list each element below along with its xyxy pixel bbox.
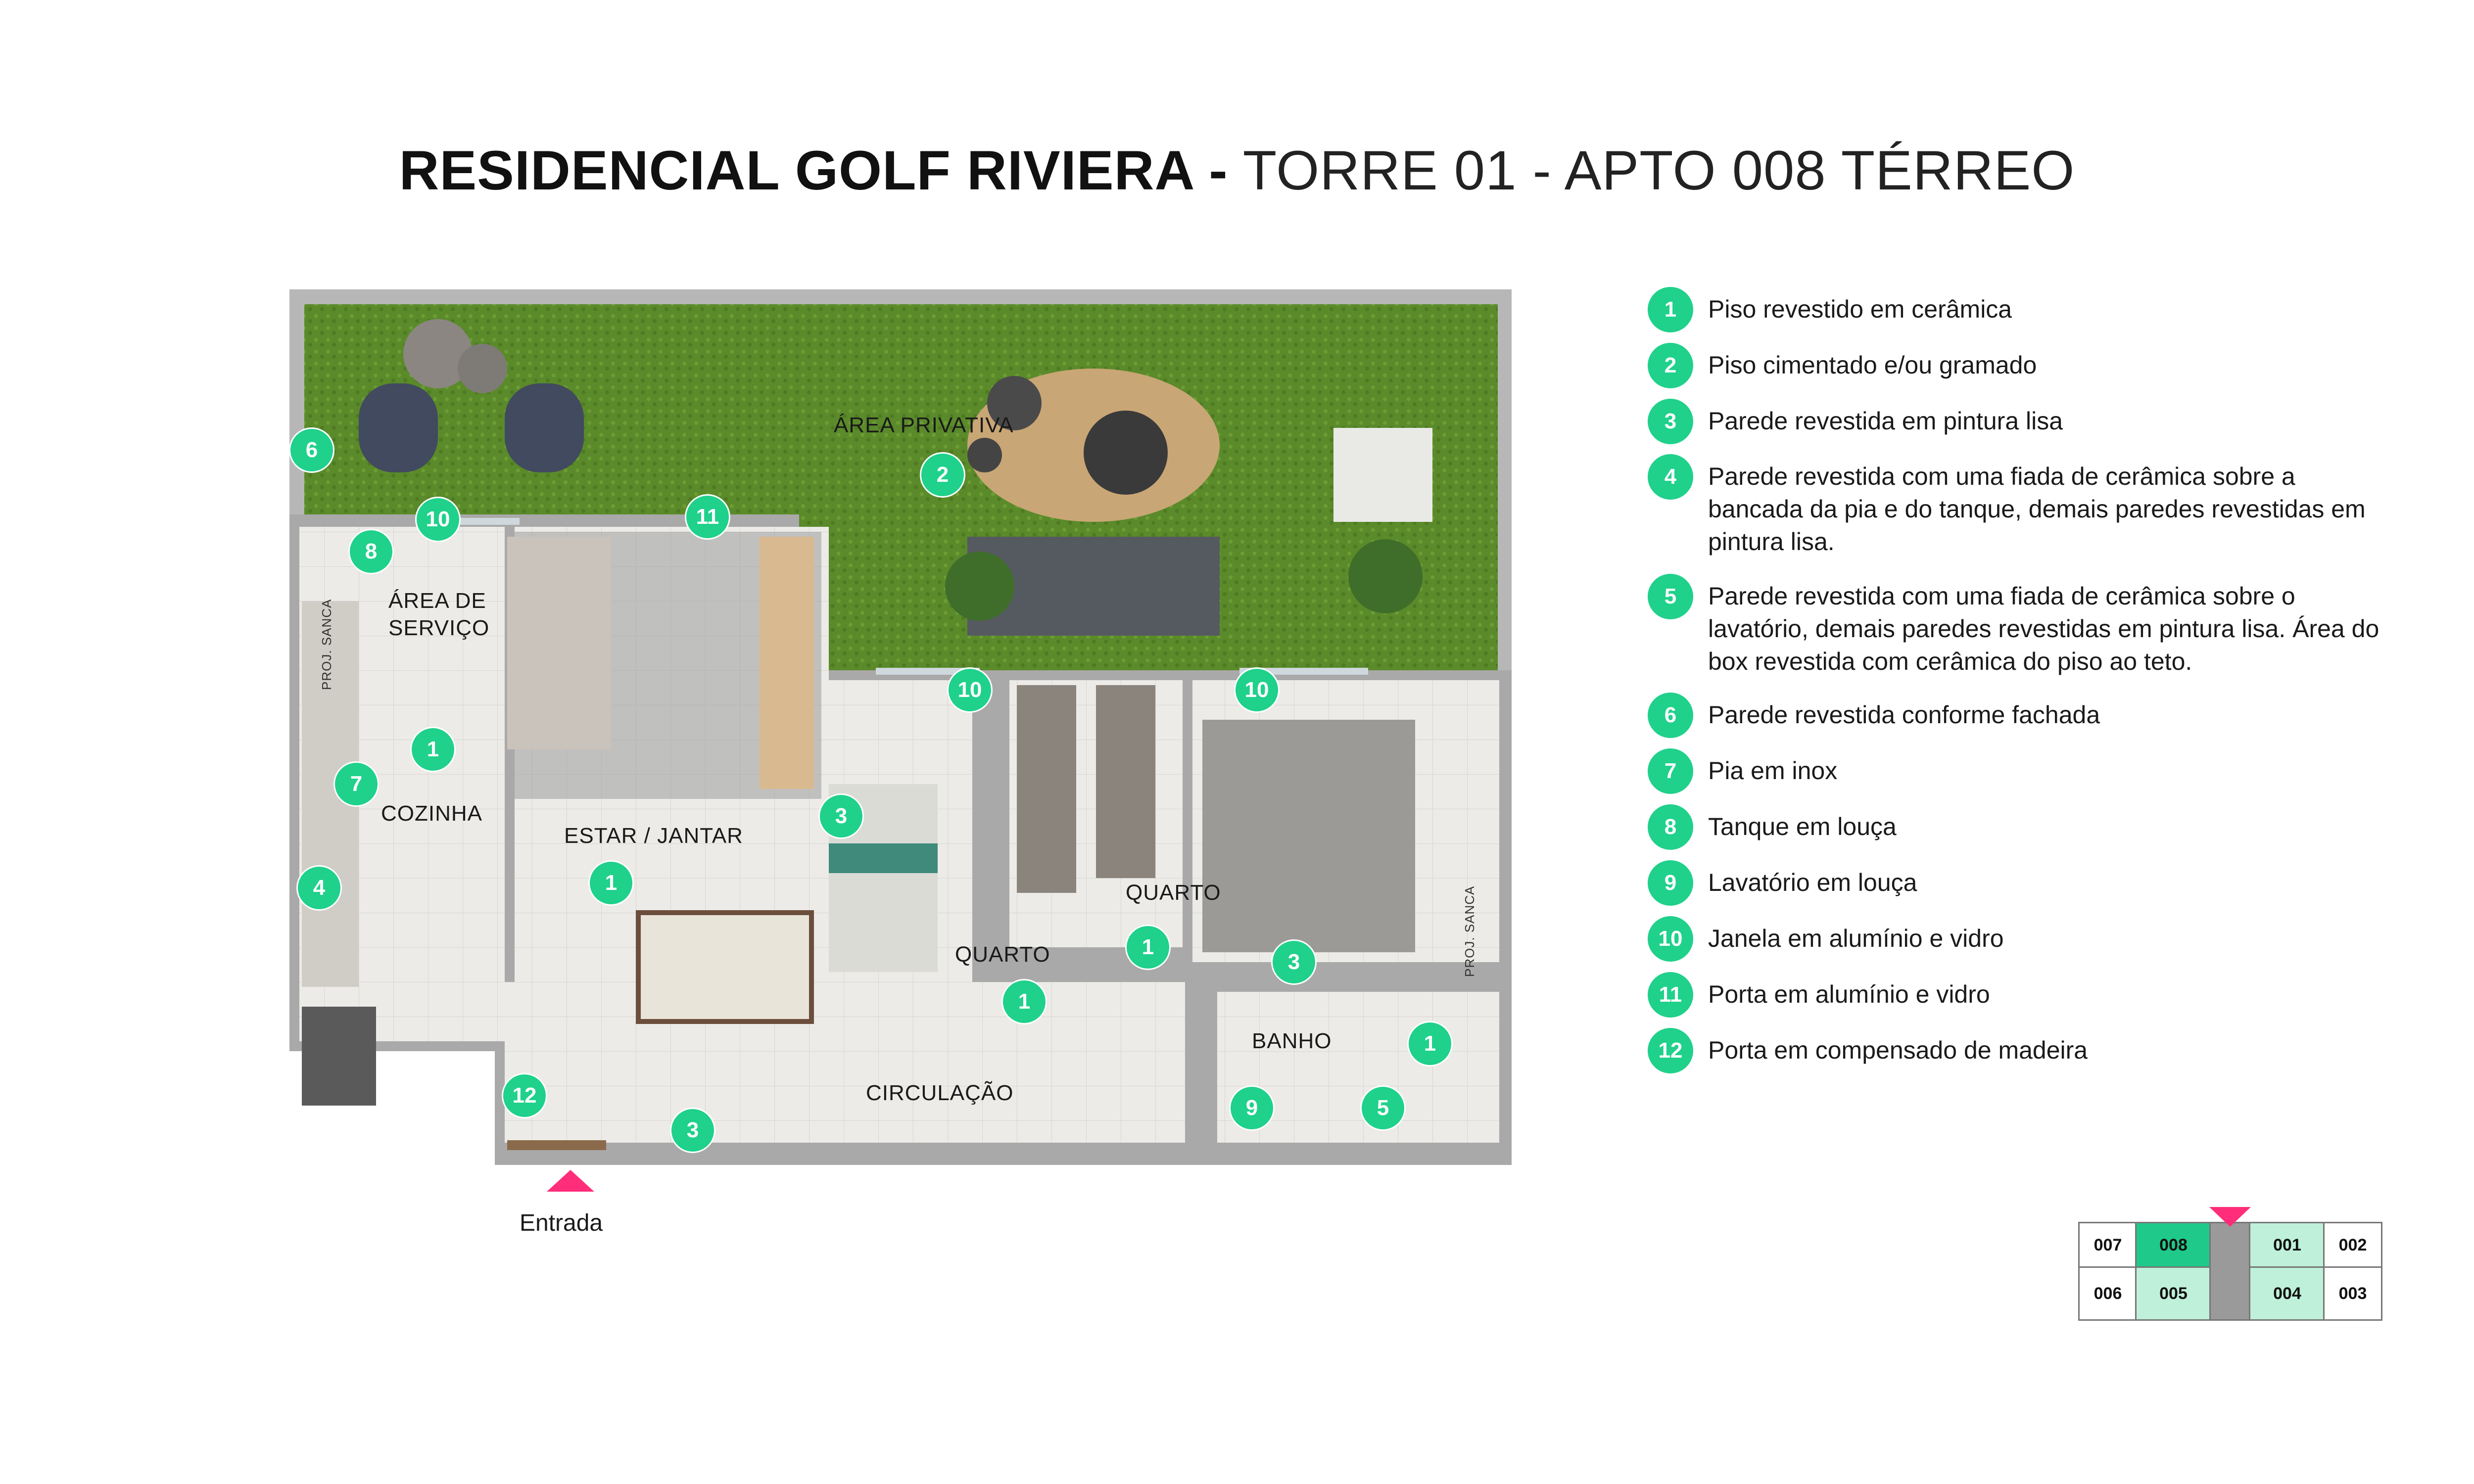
legend-item xyxy=(1648,748,2391,794)
sofa xyxy=(507,537,611,749)
marker-9: 9 xyxy=(1229,1085,1275,1131)
legend-text: Parede revestida com uma fiada de cerâmica sobre a bancada da pia e do tanque, demais paredes revestidas em pintura lisa. xyxy=(1708,463,2366,556)
legend-item xyxy=(1648,916,2391,962)
floor-plan xyxy=(289,289,1512,1165)
legend-item xyxy=(1648,972,2391,1018)
legend-number: 6 xyxy=(1648,693,1693,738)
unit-001: 001 xyxy=(2249,1222,2326,1269)
label-cozinha: COZINHA xyxy=(381,801,482,826)
marker-1-kitchen: 1 xyxy=(410,727,456,772)
page-title xyxy=(0,139,2474,202)
unit-004: 004 xyxy=(2249,1266,2326,1321)
plant-1 xyxy=(945,552,1014,621)
label-estar-jantar: ESTAR / JANTAR xyxy=(564,824,743,848)
unit-005: 005 xyxy=(2135,1266,2212,1321)
legend-text: Tanque em louça xyxy=(1708,813,1897,840)
title-bold: RESIDENCIAL GOLF RIVIERA - xyxy=(399,139,1228,201)
legend-text: Parede revestida com uma fiada de cerâmica sobre o lavatório, demais paredes revestidas em pintura lisa. Área do box revestida com cerâmica do piso ao teto. xyxy=(1708,582,2379,675)
legend-text: Parede revestida em pintura lisa xyxy=(1708,407,2063,435)
legend-number: 4 xyxy=(1648,454,1693,500)
marker-7: 7 xyxy=(333,761,379,807)
marker-1-bedroom1: 1 xyxy=(1001,979,1047,1024)
marker-8: 8 xyxy=(348,529,394,574)
marker-2: 2 xyxy=(920,452,965,498)
legend-number: 3 xyxy=(1648,399,1693,444)
unit-007: 007 xyxy=(2078,1222,2138,1269)
marker-1-bedroom2: 1 xyxy=(1125,925,1171,970)
core xyxy=(2209,1222,2251,1321)
bed-2 xyxy=(1202,720,1415,952)
legend-number: 5 xyxy=(1648,574,1693,619)
legend-number: 11 xyxy=(1648,972,1693,1018)
label-circulacao: CIRCULAÇÃO xyxy=(866,1081,1014,1105)
legend-text: Piso revestido em cerâmica xyxy=(1708,295,2012,323)
marker-6: 6 xyxy=(289,427,334,473)
legend-text: Janela em alumínio e vidro xyxy=(1708,925,2004,952)
legend-text: Pia em inox xyxy=(1708,757,1838,785)
marker-5: 5 xyxy=(1360,1085,1406,1131)
marker-3-bedroom1: 3 xyxy=(818,793,864,839)
marker-4: 4 xyxy=(296,865,342,911)
legend-text: Porta em alumínio e vidro xyxy=(1708,980,1990,1008)
legend-number: 10 xyxy=(1648,916,1693,962)
armchair xyxy=(1333,428,1432,522)
dining-table xyxy=(638,913,811,1021)
legend-item xyxy=(1648,343,2391,388)
chair-1 xyxy=(359,383,438,472)
legend-item xyxy=(1648,454,2391,558)
entry-door xyxy=(507,1140,606,1150)
unit-003: 003 xyxy=(2323,1266,2382,1321)
legend-number: 9 xyxy=(1648,860,1693,906)
legend-item xyxy=(1648,287,2391,332)
legend-text: Lavatório em louça xyxy=(1708,869,1917,896)
legend-item xyxy=(1648,804,2391,850)
marker-10-service: 10 xyxy=(415,497,461,542)
label-area-privativa: ÁREA PRIVATIVA xyxy=(834,413,1014,437)
location-pointer-icon xyxy=(2209,1207,2251,1227)
marker-11: 11 xyxy=(685,494,730,540)
legend-item xyxy=(1648,860,2391,906)
plant-2 xyxy=(1348,539,1423,613)
unit-006: 006 xyxy=(2078,1266,2138,1321)
circulation-floor xyxy=(505,982,1185,1143)
label-banho: BANHO xyxy=(1252,1029,1332,1053)
label-quarto-2: QUARTO xyxy=(1126,881,1221,905)
chair-2 xyxy=(505,383,584,472)
unit-008-highlight: 008 xyxy=(2135,1222,2212,1269)
unit-002: 002 xyxy=(2323,1222,2382,1269)
legend-number: 1 xyxy=(1648,287,1693,332)
closet-1 xyxy=(1017,685,1076,893)
label-area-servico-2: SERVIÇO xyxy=(388,616,490,640)
entrance-label: Entrada xyxy=(520,1210,603,1236)
marker-1-living: 1 xyxy=(588,860,634,906)
closet-2 xyxy=(1096,685,1155,878)
legend-text: Piso cimentado e/ou gramado xyxy=(1708,351,2037,379)
entrance-arrow-icon xyxy=(547,1170,594,1192)
marker-10-bedroom1: 10 xyxy=(947,667,993,713)
marker-3-bedroom2: 3 xyxy=(1271,939,1317,985)
legend-number: 7 xyxy=(1648,748,1693,794)
marker-1-bathroom: 1 xyxy=(1407,1021,1453,1067)
marker-12: 12 xyxy=(502,1073,547,1118)
title-light: TORRE 01 - APTO 008 TÉRREO xyxy=(1242,139,2075,201)
legend-item xyxy=(1648,574,2391,678)
label-area-servico-1: ÁREA DE xyxy=(388,589,486,613)
legend-text: Parede revestida conforme fachada xyxy=(1708,701,2100,729)
key-plan xyxy=(2078,1207,2385,1345)
legend-number: 2 xyxy=(1648,343,1693,388)
legend-number: 12 xyxy=(1648,1028,1693,1073)
legend-item xyxy=(1648,1028,2391,1073)
fridge xyxy=(302,1007,376,1106)
legend-number: 8 xyxy=(1648,804,1693,850)
legend-item xyxy=(1648,399,2391,444)
shelf xyxy=(760,537,814,789)
legend-item xyxy=(1648,693,2391,738)
marker-3-circulation: 3 xyxy=(670,1108,715,1153)
label-proj-sanca-2: PROJ. SANCA xyxy=(1462,885,1477,977)
legend-text: Porta em compensado de madeira xyxy=(1708,1036,2088,1064)
marker-10-bedroom2: 10 xyxy=(1234,667,1280,713)
label-proj-sanca-1: PROJ. SANCA xyxy=(319,599,334,690)
label-quarto-1: QUARTO xyxy=(955,942,1050,967)
